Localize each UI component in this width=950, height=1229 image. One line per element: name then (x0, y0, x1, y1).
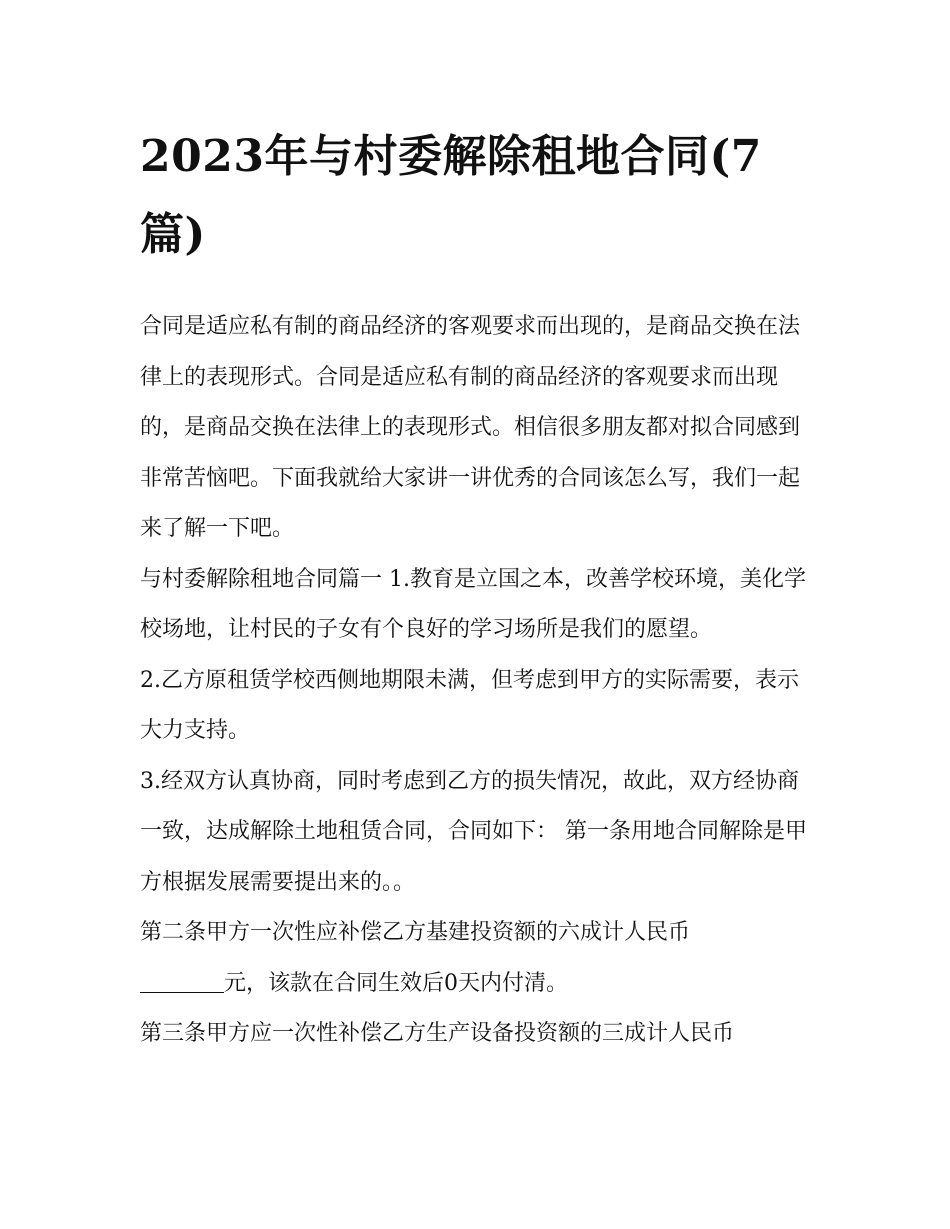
clause-three-paragraph: 第三条甲方应一次性补偿乙方生产设备投资额的三成计人民币 (140, 1021, 735, 1046)
article-one-paragraph: 与村委解除租地合同篇一 1.教育是立国之本，改善学校环境，美化学校场地，让村民的子女有个良好的学习场所是我们的愿望。 (140, 566, 806, 642)
article-three-paragraph: 3.经双方认真协商，同时考虑到乙方的损失情况，故此，双方经协商一致，达成解除土地租赁合同，合同如下： 第一条用地合同解除是甲方根据发展需要提出来的。。 (140, 768, 807, 895)
intro-paragraph: 合同是适应私有制的商品经济的客观要求而出现的，是商品交换在法律上的表现形式。合同是适应私有制的商品经济的客观要求而出现的，是商品交换在法律上的表现形式。相信很多朋友都对拟合同感到非常苦恼吧。下面我就给大家讲一讲优秀的合同该怎么写，我们一起来了解一下吧。 (140, 314, 801, 541)
clause-two-continuation-text: 元，该款在合同生效后0天内付清。 (224, 970, 568, 996)
article-two-paragraph: 2.乙方原租赁学校西侧地期限未满，但考虑到甲方的实际需要，表示大力支持。 (140, 667, 799, 743)
document-page (140, 118, 815, 1060)
amount-blank-line (140, 970, 224, 993)
document-body (140, 302, 815, 1060)
clause-two-paragraph: 第二条甲方一次性应补偿乙方基建投资额的六成计人民币 (140, 920, 691, 945)
document-title: 2023年与村委解除租地合同(7篇) (140, 131, 762, 260)
clause-two-continuation (140, 959, 815, 1010)
